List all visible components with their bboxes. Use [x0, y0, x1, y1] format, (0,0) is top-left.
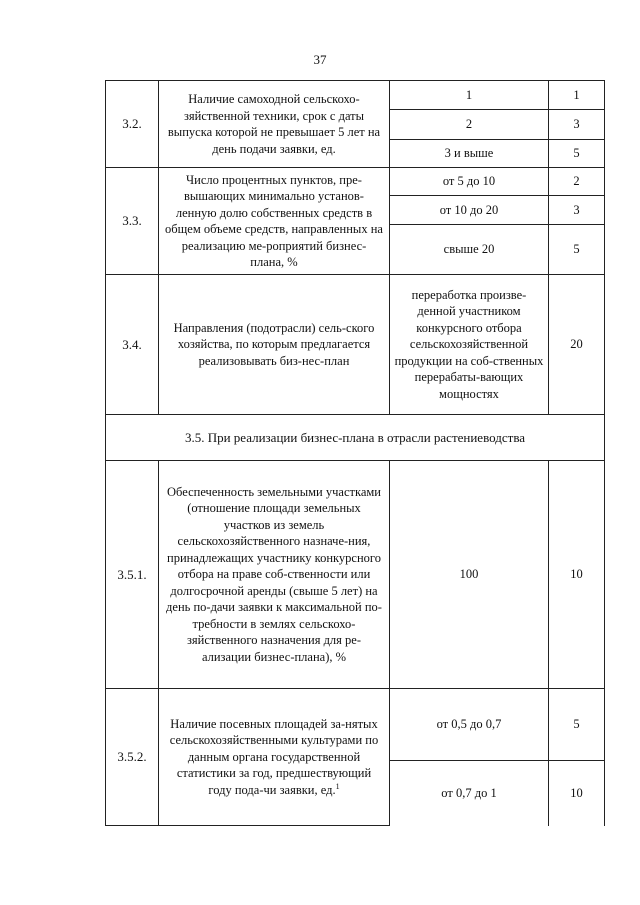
option-points: 20: [549, 275, 605, 415]
row-number: 3.5.2.: [106, 689, 159, 826]
option-value: 3 и выше: [390, 140, 549, 168]
criteria-table: [105, 80, 605, 826]
table-row: [106, 415, 605, 461]
option-points: 3: [549, 196, 605, 225]
option-value: 2: [390, 110, 549, 140]
section-header: 3.5. При реализации бизнес-плана в отрасли растениеводства: [106, 415, 605, 461]
row-number: 3.3.: [106, 168, 159, 275]
option-points: 10: [549, 761, 605, 826]
criterion-text: [159, 689, 390, 826]
table-row: [106, 461, 605, 689]
criterion-text: Обеспеченность земельными участками (отношение площади земельных участков из земель сельскохозяйственного назначе-ния, принадлежащих участнику конкурсного отбора на праве соб-ственности или долгосрочной аренды (свыше 5 лет) на день по-дачи заявки к максимальной по-требности в землях сельскохо-зяйственного назначения для ре-ализации бизнес-плана), %: [159, 461, 390, 689]
row-number: 3.5.1.: [106, 461, 159, 689]
option-points: 5: [549, 689, 605, 761]
criterion-text: Число процентных пунктов, пре-вышающих минимально установ-ленную долю собственных средств в общем объеме средств, направленных на реализацию ме-роприятий бизнес-плана, %: [159, 168, 390, 275]
table-row: [106, 275, 605, 415]
option-value: свыше 20: [390, 225, 549, 275]
criterion-text-body: Наличие посевных площадей за-нятых сельскохозяйственными культурами по данным органа государственной статистики за год, предшествующий году пода-чи заявки, ед.: [169, 716, 379, 797]
criterion-text: Направления (подотрасли) сель-ского хозяйства, по которым предлагается реализовывать биз-нес-план: [159, 275, 390, 415]
row-number: 3.2.: [106, 81, 159, 168]
option-points: 5: [549, 140, 605, 168]
table-row: [106, 81, 605, 110]
option-value: переработка произве-денной участником конкурсного отбора сельскохозяйственной продукции на соб-ственных перерабаты-вающих мощностях: [390, 275, 549, 415]
option-value: 1: [390, 81, 549, 110]
option-value: от 0,5 до 0,7: [390, 689, 549, 761]
option-points: 3: [549, 110, 605, 140]
option-points: 1: [549, 81, 605, 110]
table-row: [106, 168, 605, 196]
option-value: от 10 до 20: [390, 196, 549, 225]
criterion-text: Наличие самоходной сельскохо-зяйственной техники, срок с даты выпуска которой не превышает 5 лет на день подачи заявки, ед.: [159, 81, 390, 168]
option-value: от 0,7 до 1: [390, 761, 549, 826]
footnote-marker: 1: [335, 781, 340, 791]
option-points: 5: [549, 225, 605, 275]
table-row: [106, 689, 605, 761]
row-number: 3.4.: [106, 275, 159, 415]
option-value: 100: [390, 461, 549, 689]
option-points: 10: [549, 461, 605, 689]
option-points: 2: [549, 168, 605, 196]
page-number: 37: [313, 52, 327, 67]
option-value: от 5 до 10: [390, 168, 549, 196]
